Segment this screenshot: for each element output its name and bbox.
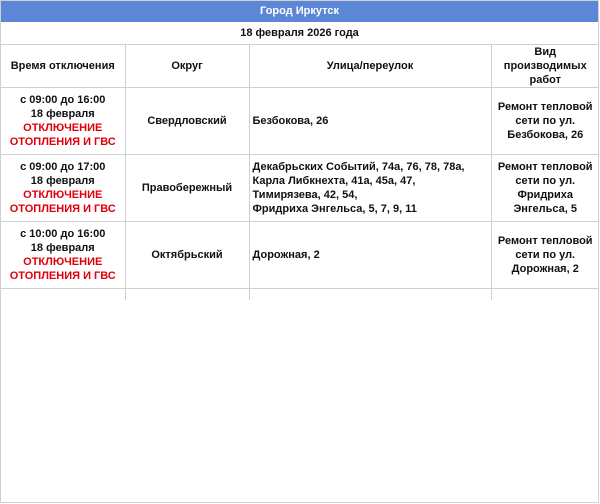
time-cell xyxy=(1,88,125,155)
empty-cell xyxy=(125,289,249,301)
column-header-street: Улица/переулок xyxy=(249,45,491,88)
table-row xyxy=(1,155,599,222)
table-header-row xyxy=(1,45,599,88)
work-cell: Ремонт тепловой сети по ул. Дорожная, 2 xyxy=(491,222,599,289)
street-line: Тимирязева, 42, 54, xyxy=(252,189,358,201)
district-cell: Октябрьский xyxy=(125,222,249,289)
work-cell: Ремонт тепловой сети по ул. Безбокова, 26 xyxy=(491,88,599,155)
empty-cell xyxy=(491,289,599,301)
street-line: Фридриха Энгельса, 5, 7, 9, 11 xyxy=(252,203,417,215)
column-header-district: Округ xyxy=(125,45,249,88)
street-line: Карла Либкнехта, 41а, 45а, 47, xyxy=(252,175,416,187)
street-cell: Безбокова, 26 xyxy=(249,88,491,155)
outage-date: 18 февраля xyxy=(30,242,95,254)
time-cell xyxy=(1,155,125,222)
outage-date: 18 февраля xyxy=(30,108,95,120)
outage-type: ОТКЛЮЧЕНИЕ ОТОПЛЕНИЯ И ГВС xyxy=(9,256,116,282)
time-range: с 09:00 до 16:00 xyxy=(20,94,106,106)
outage-type: ОТКЛЮЧЕНИЕ ОТОПЛЕНИЯ И ГВС xyxy=(9,122,116,148)
time-range: с 09:00 до 17:00 xyxy=(20,161,106,173)
empty-row xyxy=(1,289,599,301)
column-header-work: Вид производимых работ xyxy=(491,45,599,88)
street-line: Декабрьских Событий, 74а, 76, 78, 78а, xyxy=(252,161,465,173)
street-cell xyxy=(249,155,491,222)
district-cell: Свердловский xyxy=(125,88,249,155)
table-row xyxy=(1,88,599,155)
time-cell xyxy=(1,222,125,289)
table-row xyxy=(1,222,599,289)
outage-type: ОТКЛЮЧЕНИЕ ОТОПЛЕНИЯ И ГВС xyxy=(9,189,116,215)
district-cell: Правобережный xyxy=(125,155,249,222)
outage-table xyxy=(1,45,599,300)
empty-cell xyxy=(1,289,125,301)
street-cell: Дорожная, 2 xyxy=(249,222,491,289)
outage-date: 18 февраля xyxy=(30,175,95,187)
work-cell: Ремонт тепловой сети по ул. Фридриха Энгельса, 5 xyxy=(491,155,599,222)
column-header-time: Время отключения xyxy=(1,45,125,88)
date-header: 18 февраля 2026 года xyxy=(1,22,598,45)
time-range: с 10:00 до 16:00 xyxy=(20,228,106,240)
city-header: Город Иркутск xyxy=(1,1,598,22)
empty-cell xyxy=(249,289,491,301)
